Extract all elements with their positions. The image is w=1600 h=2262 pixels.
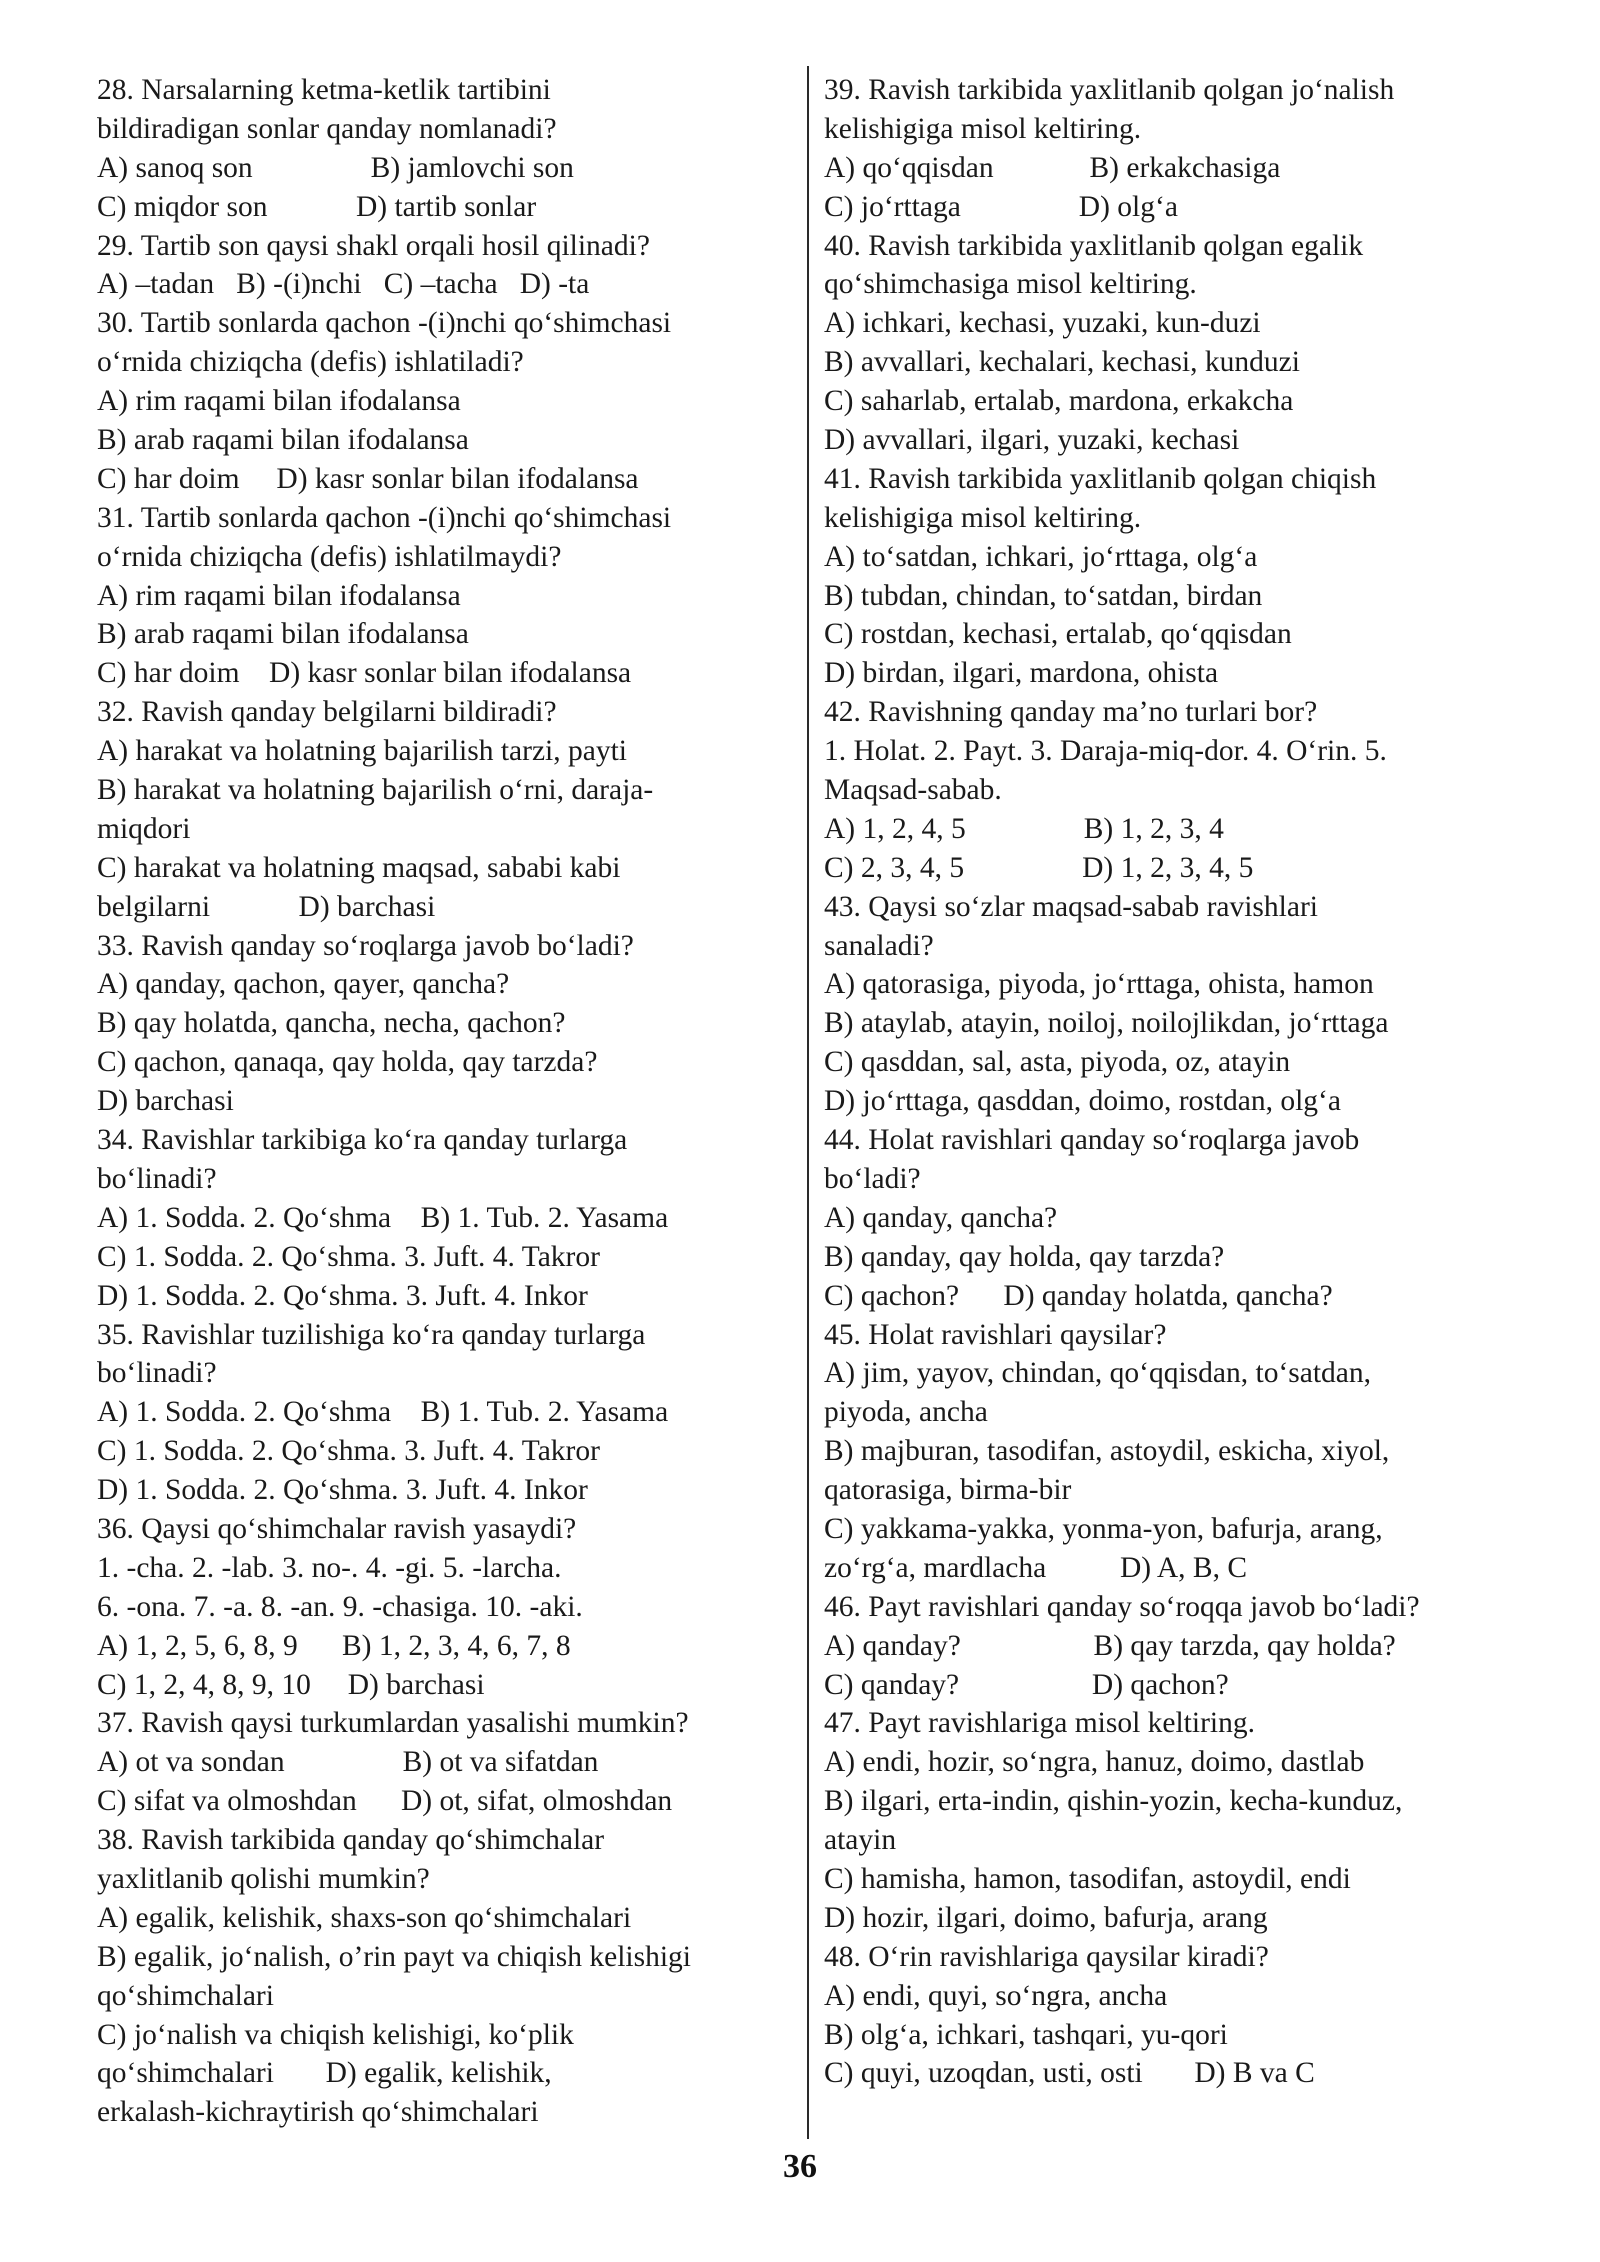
right-column-text-line: B) tubdan, chindan, to‘satdan, birdan	[824, 579, 1263, 612]
right-column-text-line: A) qanday? B) qay tarzda, qay holda?	[824, 1629, 1396, 1662]
right-column-text-line: C) qachon? D) qanday holatda, qancha?	[824, 1279, 1333, 1312]
right-column-text-line: B) ilgari, erta-indin, qishin-yozin, kecha-kunduz,	[824, 1785, 1403, 1818]
left-column-text-line: 35. Ravishlar tuzilishiga ko‘ra qanday turlarga	[97, 1318, 646, 1351]
left-column-text-line: A) egalik, kelishik, shaxs-son qo‘shimchalari	[97, 1901, 632, 1934]
right-column-text-line: bo‘ladi?	[824, 1162, 921, 1195]
left-column-text-line: miqdori	[97, 812, 191, 845]
page-number: 36	[783, 2148, 817, 2185]
right-column-text-line: C) hamisha, hamon, tasodifan, astoydil, endi	[824, 1862, 1351, 1895]
left-column-text-line: A) qanday, qachon, qayer, qancha?	[97, 968, 510, 1001]
right-column-text-line: B) olg‘a, ichkari, tashqari, yu-qori	[824, 2018, 1228, 2051]
right-column-text-line: B) qanday, qay holda, qay tarzda?	[824, 1240, 1225, 1273]
right-column-text-line: C) rostdan, kechasi, ertalab, qo‘qqisdan	[824, 618, 1292, 651]
left-column-text-line: C) qachon, qanaqa, qay holda, qay tarzda?	[97, 1046, 598, 1079]
right-column-text-line: 39. Ravish tarkibida yaxlitlanib qolgan jo‘nalish	[824, 74, 1395, 106]
left-column-text-line: B) qay holatda, qancha, necha, qachon?	[97, 1007, 566, 1040]
left-column-text-line: 31. Tartib sonlarda qachon -(i)nchi qo‘shimchasi	[97, 501, 672, 534]
left-column-text-line: erkalash-kichraytirish qo‘shimchalari	[97, 2096, 539, 2129]
right-column-text-line: 44. Holat ravishlari qanday so‘roqlarga javob	[824, 1124, 1360, 1157]
left-column	[97, 71, 787, 2132]
left-column-text-line: 38. Ravish tarkibida qanday qo‘shimchalar	[97, 1824, 605, 1857]
right-column-text-line: A) endi, hozir, so‘ngra, hanuz, doimo, dastlab	[824, 1746, 1365, 1779]
right-column-text-line: A) qo‘qqisdan B) erkakchasiga	[824, 151, 1281, 184]
right-column-text-line: D) jo‘rttaga, qasddan, doimo, rostdan, olg‘a	[824, 1085, 1341, 1118]
left-column-text-line: 28. Narsalarning ketma-ketlik tartibini	[97, 74, 551, 106]
column-divider	[807, 66, 809, 2139]
left-column-text-line: 1. -cha. 2. -lab. 3. no-. 4. -gi. 5. -larcha.	[97, 1551, 562, 1584]
left-column-text-line: bo‘linadi?	[97, 1357, 217, 1390]
right-column-text-line: atayin	[824, 1824, 897, 1857]
right-column-text-line: qatorasiga, birma-bir	[824, 1474, 1072, 1507]
right-column-text-line: A) qatorasiga, piyoda, jo‘rttaga, ohista, hamon	[824, 968, 1374, 1001]
left-column-text-line: A) –tadan B) -(i)nchi C) –tacha D) -ta	[97, 268, 590, 301]
left-column-text-line: 33. Ravish qanday so‘roqlarga javob bo‘ladi?	[97, 929, 634, 962]
left-column-text-line: qo‘shimchalari D) egalik, kelishik,	[97, 2057, 552, 2090]
left-column-text-line: bo‘linadi?	[97, 1162, 217, 1195]
right-column-text-line: 45. Holat ravishlari qaysilar?	[824, 1318, 1167, 1351]
left-column-text-line: A) rim raqami bilan ifodalansa	[97, 385, 461, 418]
left-column-text-line: A) harakat va holatning bajarilish tarzi, payti	[97, 735, 627, 768]
left-column-text-line: yaxlitlanib qolishi mumkin?	[97, 1862, 430, 1895]
right-column-text-line: B) avvallari, kechalari, kechasi, kunduzi	[824, 346, 1300, 379]
left-column-text-line: B) arab raqami bilan ifodalansa	[97, 424, 469, 457]
left-column-text-line: A) sanoq son B) jamlovchi son	[97, 151, 574, 184]
left-column-text-line: C) 1, 2, 4, 8, 9, 10 D) barchasi	[97, 1668, 485, 1701]
right-column-text-line: A) endi, quyi, so‘ngra, ancha	[824, 1979, 1168, 2012]
left-column-text-line: 6. -ona. 7. -a. 8. -an. 9. -chasiga. 10. -aki.	[97, 1590, 583, 1623]
left-column-text-line: A) 1, 2, 5, 6, 8, 9 B) 1, 2, 3, 4, 6, 7, 8	[97, 1629, 571, 1662]
right-column-text-line: 43. Qaysi so‘zlar maqsad-sabab ravishlari	[824, 890, 1318, 923]
right-column-text-line: D) hozir, ilgari, doimo, bafurja, arang	[824, 1901, 1268, 1934]
left-column-text-line: C) miqdor son D) tartib sonlar	[97, 190, 537, 223]
left-column-text-line: A) ot va sondan B) ot va sifatdan	[97, 1746, 599, 1779]
right-column-text-line: 41. Ravish tarkibida yaxlitlanib qolgan chiqish	[824, 462, 1377, 495]
left-column-text-line: C) 1. Sodda. 2. Qo‘shma. 3. Juft. 4. Takror	[97, 1435, 600, 1468]
left-column-text-line: B) egalik, jo‘nalish, o’rin payt va chiqish kelishigi	[97, 1940, 691, 1973]
left-column-text-line: A) rim raqami bilan ifodalansa	[97, 579, 461, 612]
left-column-text-line: C) sifat va olmoshdan D) ot, sifat, olmoshdan	[97, 1785, 673, 1818]
left-column-text-line: A) 1. Sodda. 2. Qo‘shma B) 1. Tub. 2. Yasama	[97, 1396, 669, 1429]
left-column-text-line: 37. Ravish qaysi turkumlardan yasalishi mumkin?	[97, 1707, 689, 1740]
left-column-text-line: C) harakat va holatning maqsad, sababi kabi	[97, 851, 621, 884]
right-column-text-line: D) avvallari, ilgari, yuzaki, kechasi	[824, 424, 1240, 457]
left-column-text-line: C) 1. Sodda. 2. Qo‘shma. 3. Juft. 4. Takror	[97, 1240, 600, 1273]
left-column-text-line: C) har doim D) kasr sonlar bilan ifodalansa	[97, 462, 639, 495]
left-column-text-line: qo‘shimchalari	[97, 1979, 274, 2012]
right-column-text-line: D) birdan, ilgari, mardona, ohista	[824, 657, 1219, 690]
left-column-text-line: D) barchasi	[97, 1085, 234, 1118]
right-column-text-line: A) qanday, qancha?	[824, 1201, 1058, 1234]
right-column-text-line: C) qasddan, sal, asta, piyoda, oz, atayin	[824, 1046, 1291, 1079]
left-column-text-line: 34. Ravishlar tarkibiga ko‘ra qanday turlarga	[97, 1124, 628, 1157]
left-column-text-line: 36. Qaysi qo‘shimchalar ravish yasaydi?	[97, 1512, 577, 1545]
left-column-text-line: B) arab raqami bilan ifodalansa	[97, 618, 469, 651]
left-column-text-line: belgilarni D) barchasi	[97, 890, 436, 923]
right-column-text-line: B) majburan, tasodifan, astoydil, eskicha, xiyol,	[824, 1435, 1390, 1468]
right-column-text-line: C) 2, 3, 4, 5 D) 1, 2, 3, 4, 5	[824, 851, 1254, 884]
right-column-text-line: A) ichkari, kechasi, yuzaki, kun-duzi	[824, 307, 1261, 340]
right-column-text-line: A) 1, 2, 4, 5 B) 1, 2, 3, 4	[824, 812, 1224, 845]
right-column-text-line: 40. Ravish tarkibida yaxlitlanib qolgan egalik	[824, 229, 1364, 262]
left-column-text-line: o‘rnida chiziqcha (defis) ishlatiladi?	[97, 346, 524, 379]
right-column-text-line: piyoda, ancha	[824, 1396, 988, 1429]
right-column-text-line: sanaladi?	[824, 929, 934, 962]
right-column	[824, 71, 1524, 2093]
left-column-text-line: 29. Tartib son qaysi shakl orqali hosil qilinadi?	[97, 229, 650, 262]
right-column-text-line: 1. Holat. 2. Payt. 3. Daraja-miq-dor. 4. O‘rin. 5.	[824, 735, 1387, 768]
right-column-text-line: C) quyi, uzoqdan, usti, osti D) B va C	[824, 2057, 1315, 2090]
left-column-text-line: 30. Tartib sonlarda qachon -(i)nchi qo‘shimchasi	[97, 307, 672, 340]
right-column-text-line: C) jo‘rttaga D) olg‘a	[824, 190, 1178, 223]
right-column-text-line: 48. O‘rin ravishlariga qaysilar kiradi?	[824, 1940, 1269, 1973]
right-column-text-line: Maqsad-sabab.	[824, 774, 1002, 807]
left-column-text-line: C) jo‘nalish va chiqish kelishigi, ko‘plik	[97, 2018, 574, 2051]
right-column-text-line: C) qanday? D) qachon?	[824, 1668, 1229, 1701]
left-column-text-line: D) 1. Sodda. 2. Qo‘shma. 3. Juft. 4. Inkor	[97, 1279, 588, 1312]
right-column-text-line: zo‘rg‘a, mardlacha D) A, B, C	[824, 1551, 1247, 1584]
right-column-text-line: A) jim, yayov, chindan, qo‘qqisdan, to‘satdan,	[824, 1357, 1372, 1390]
left-column-text-line: D) 1. Sodda. 2. Qo‘shma. 3. Juft. 4. Inkor	[97, 1474, 588, 1507]
left-column-text-line: A) 1. Sodda. 2. Qo‘shma B) 1. Tub. 2. Yasama	[97, 1201, 669, 1234]
left-column-text-line: 32. Ravish qanday belgilarni bildiradi?	[97, 696, 557, 729]
right-column-text-line: 42. Ravishning qanday ma’no turlari bor?	[824, 696, 1318, 729]
right-column-text-line: 46. Payt ravishlari qanday so‘roqqa javob bo‘ladi?	[824, 1590, 1420, 1623]
right-column-text-line: C) saharlab, ertalab, mardona, erkakcha	[824, 385, 1294, 418]
right-column-text-line: qo‘shimchasiga misol keltiring.	[824, 268, 1197, 301]
left-column-text-line: bildiradigan sonlar qanday nomlanadi?	[97, 112, 557, 145]
left-column-text-line: B) harakat va holatning bajarilish o‘rni, daraja-	[97, 774, 654, 807]
right-column-text-line: kelishigiga misol keltiring.	[824, 501, 1142, 534]
left-column-text-line: o‘rnida chiziqcha (defis) ishlatilmaydi?	[97, 540, 562, 573]
right-column-text-line: B) ataylab, atayin, noiloj, noilojlikdan, jo‘rttaga	[824, 1007, 1389, 1040]
right-column-text-line: kelishigiga misol keltiring.	[824, 112, 1142, 145]
right-column-text-line: A) to‘satdan, ichkari, jo‘rttaga, olg‘a	[824, 540, 1258, 573]
left-column-text-line: C) har doim D) kasr sonlar bilan ifodalansa	[97, 657, 632, 690]
right-column-text-line: 47. Payt ravishlariga misol keltiring.	[824, 1707, 1255, 1740]
right-column-text-line: C) yakkama-yakka, yonma-yon, bafurja, arang,	[824, 1512, 1383, 1545]
